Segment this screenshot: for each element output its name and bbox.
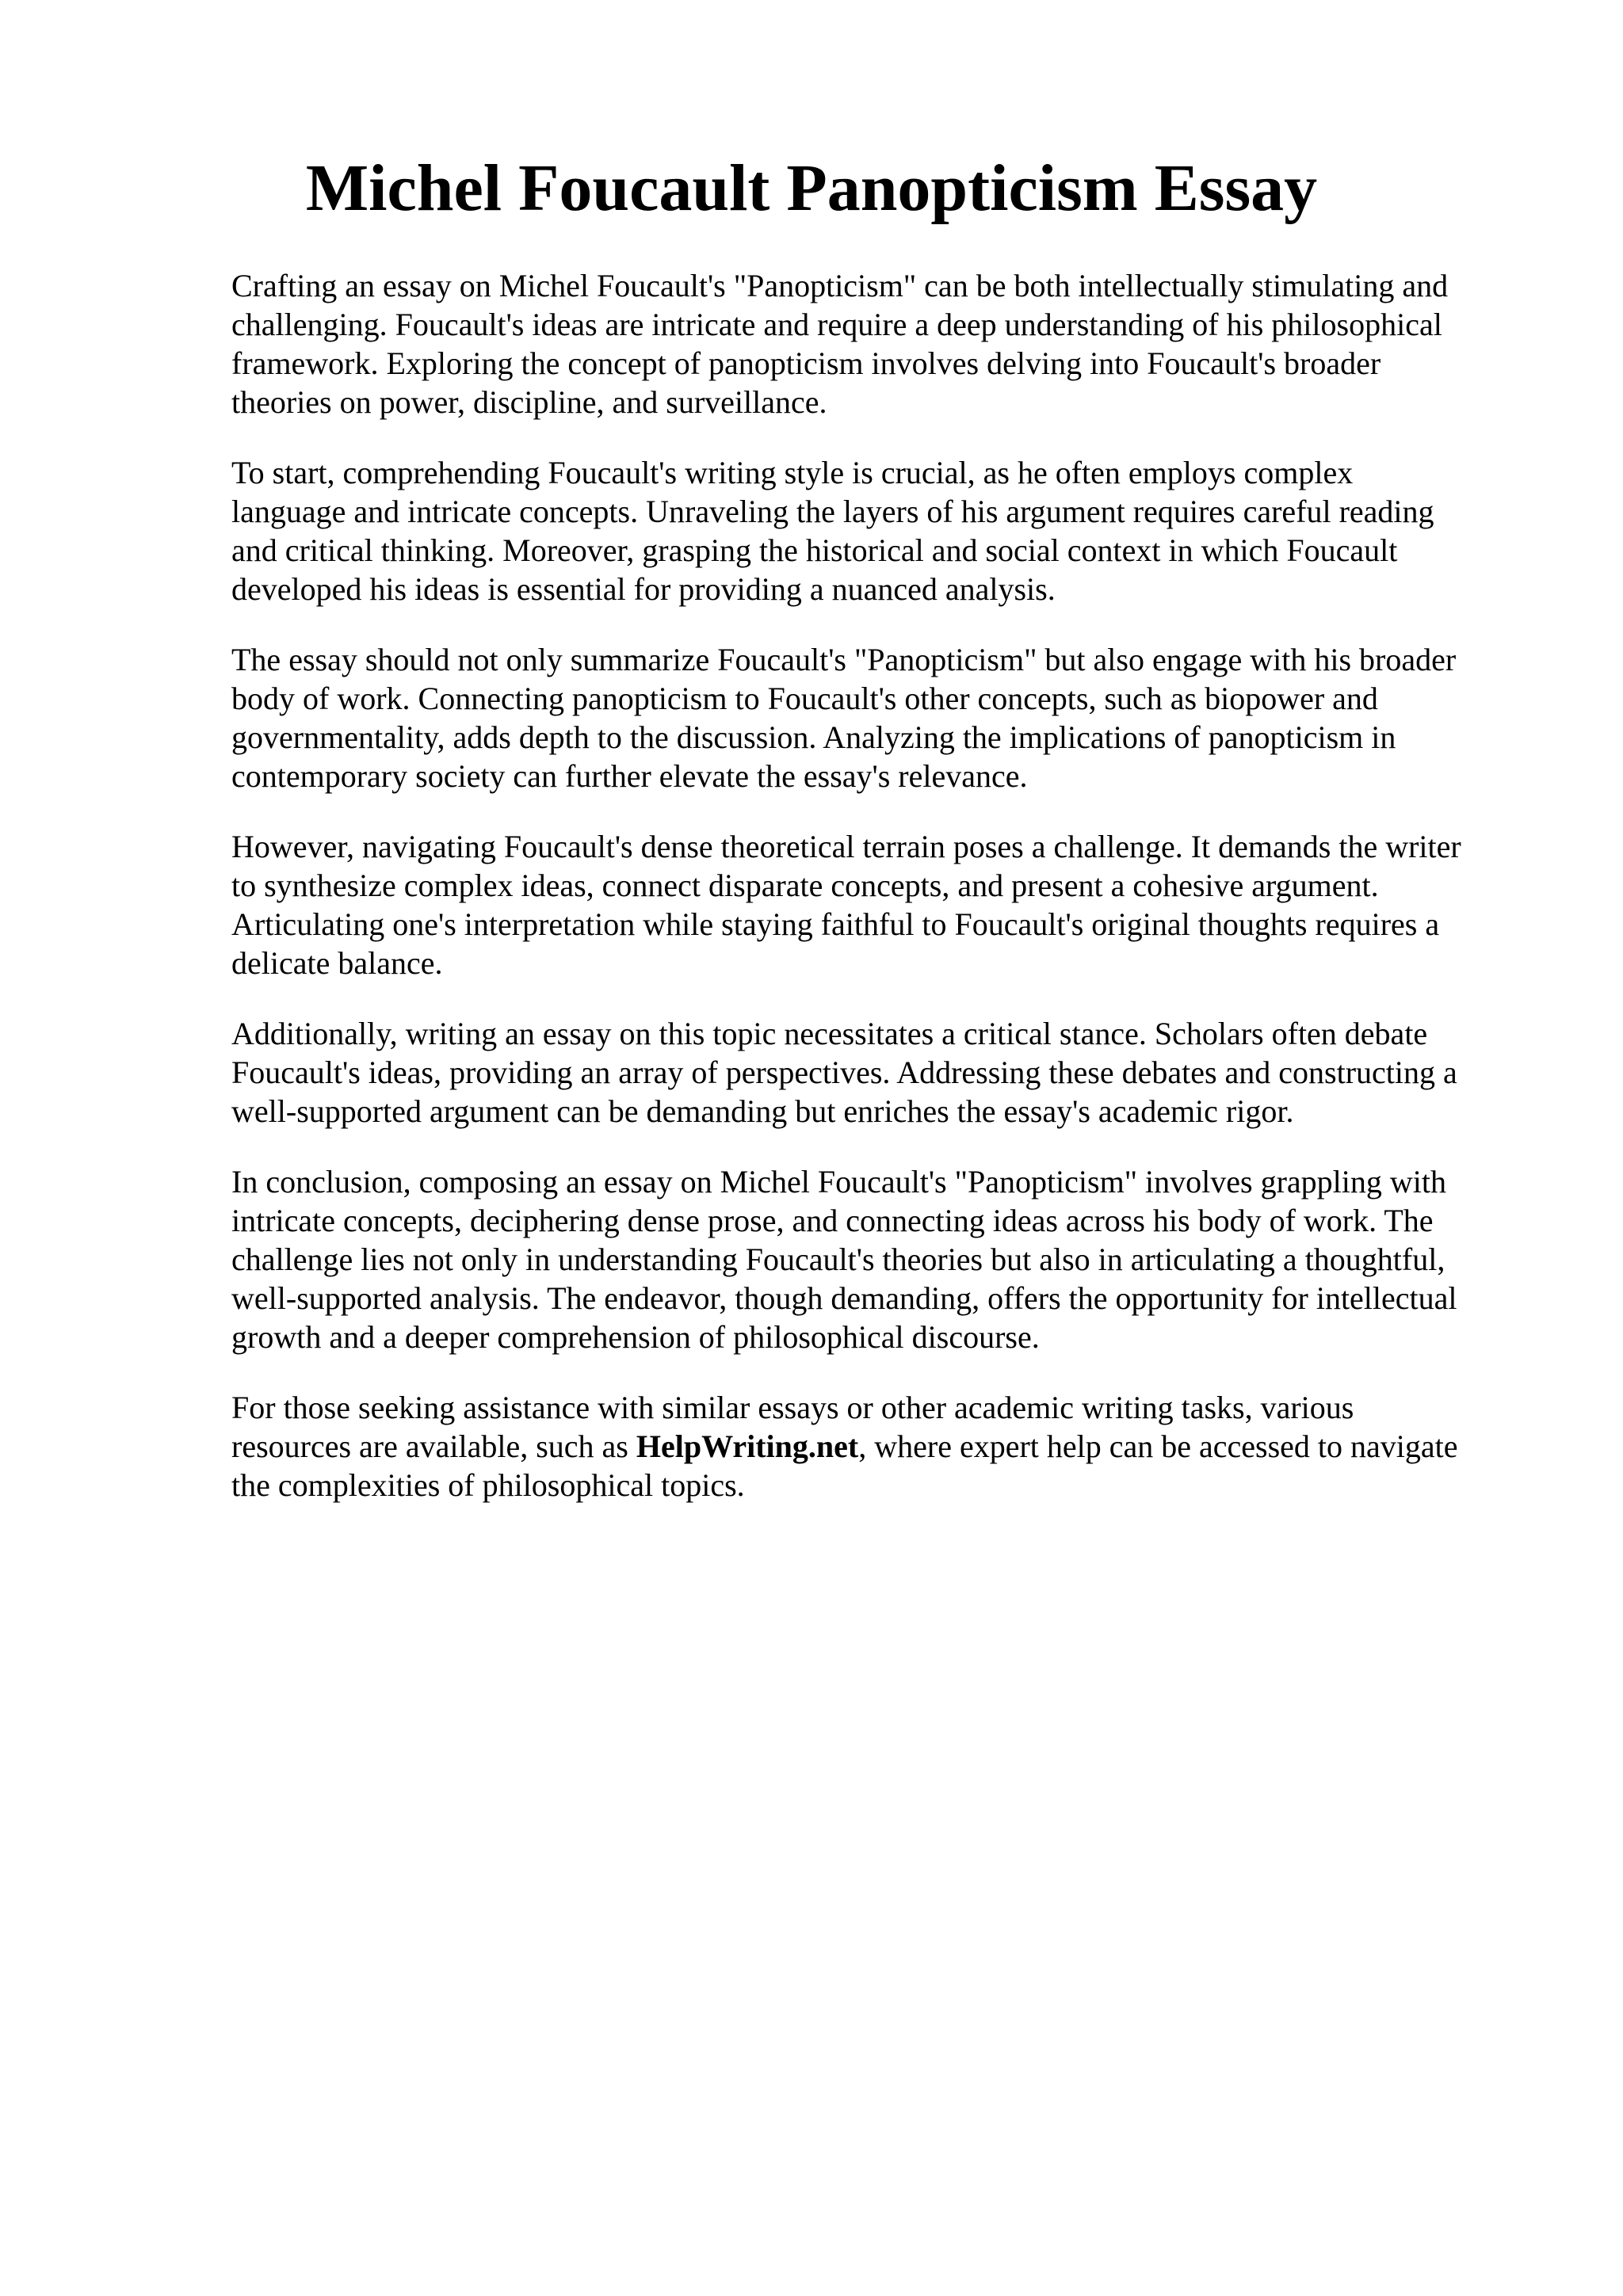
essay-body: [231, 266, 1515, 1536]
closing-text-after: , where expert help can be accessed to navigate: [858, 1428, 1458, 1464]
body-paragraph: [231, 453, 1515, 608]
page-title: Michel Foucault Panopticism Essay: [305, 151, 1318, 225]
paragraph-line: challenge lies not only in understanding Foucault's theories but also in articulating a thoughtful,: [231, 1241, 1445, 1277]
paragraph-line: challenging. Foucault's ideas are intricate and require a deep understanding of his philosophical: [231, 307, 1442, 342]
closing-text-before: resources are available, such as: [231, 1428, 636, 1464]
body-paragraph: [231, 640, 1515, 795]
paragraph-line: developed his ideas is essential for providing a nuanced analysis.: [231, 571, 1056, 607]
paragraph-line: delicate balance.: [231, 945, 443, 981]
helpwriting-link[interactable]: HelpWriting.net: [636, 1428, 859, 1464]
paragraph-line: and critical thinking. Moreover, grasping the historical and social context in which Foucault: [231, 532, 1398, 568]
paragraph-line: The essay should not only summarize Foucault's "Panopticism" but also engage with his broader: [231, 642, 1457, 677]
paragraph-line: contemporary society can further elevate the essay's relevance.: [231, 758, 1028, 794]
paragraph-line: governmentality, adds depth to the discussion. Analyzing the implications of panopticism in: [231, 719, 1396, 755]
paragraph-line: However, navigating Foucault's dense theoretical terrain poses a challenge. It demands the writer: [231, 829, 1461, 864]
body-paragraph: [231, 1162, 1515, 1356]
body-paragraph: [231, 266, 1515, 421]
paragraph-list: [231, 266, 1515, 1356]
paragraph-line: [231, 1427, 1515, 1466]
paragraph-line: To start, comprehending Foucault's writing style is crucial, as he often employs complex: [231, 455, 1354, 490]
paragraph-line: the complexities of philosophical topics.: [231, 1467, 745, 1503]
body-paragraph: [231, 827, 1515, 982]
paragraph-line: In conclusion, composing an essay on Michel Foucault's "Panopticism" involves grappling with: [231, 1164, 1447, 1199]
paragraph-line: Additionally, writing an essay on this topic necessitates a critical stance. Scholars often debate: [231, 1016, 1428, 1051]
paragraph-line: intricate concepts, deciphering dense prose, and connecting ideas across his body of work. The: [231, 1203, 1434, 1238]
paragraph-line: well-supported analysis. The endeavor, though demanding, offers the opportunity for intellectual: [231, 1280, 1457, 1316]
paragraph-line: language and intricate concepts. Unraveling the layers of his argument requires careful reading: [231, 494, 1434, 529]
paragraph-line: Foucault's ideas, providing an array of perspectives. Addressing these debates and constructing a: [231, 1055, 1457, 1090]
paragraph-line: For those seeking assistance with similar essays or other academic writing tasks, various: [231, 1390, 1354, 1425]
paragraph-line: Crafting an essay on Michel Foucault's "Panopticism" can be both intellectually stimulating and: [231, 268, 1449, 303]
paragraph-line: growth and a deeper comprehension of philosophical discourse.: [231, 1319, 1040, 1355]
paragraph-line: body of work. Connecting panopticism to Foucault's other concepts, such as biopower and: [231, 681, 1378, 716]
closing-paragraph: [231, 1388, 1515, 1505]
paragraph-line: well-supported argument can be demanding but enriches the essay's academic rigor.: [231, 1093, 1294, 1129]
paragraph-line: to synthesize complex ideas, connect disparate concepts, and present a cohesive argument.: [231, 868, 1379, 903]
body-paragraph: [231, 1014, 1515, 1131]
paragraph-line: theories on power, discipline, and surveillance.: [231, 384, 827, 420]
paragraph-line: Articulating one's interpretation while staying faithful to Foucault's original thoughts requires a: [231, 906, 1440, 942]
paragraph-line: framework. Exploring the concept of panopticism involves delving into Foucault's broader: [231, 345, 1381, 381]
